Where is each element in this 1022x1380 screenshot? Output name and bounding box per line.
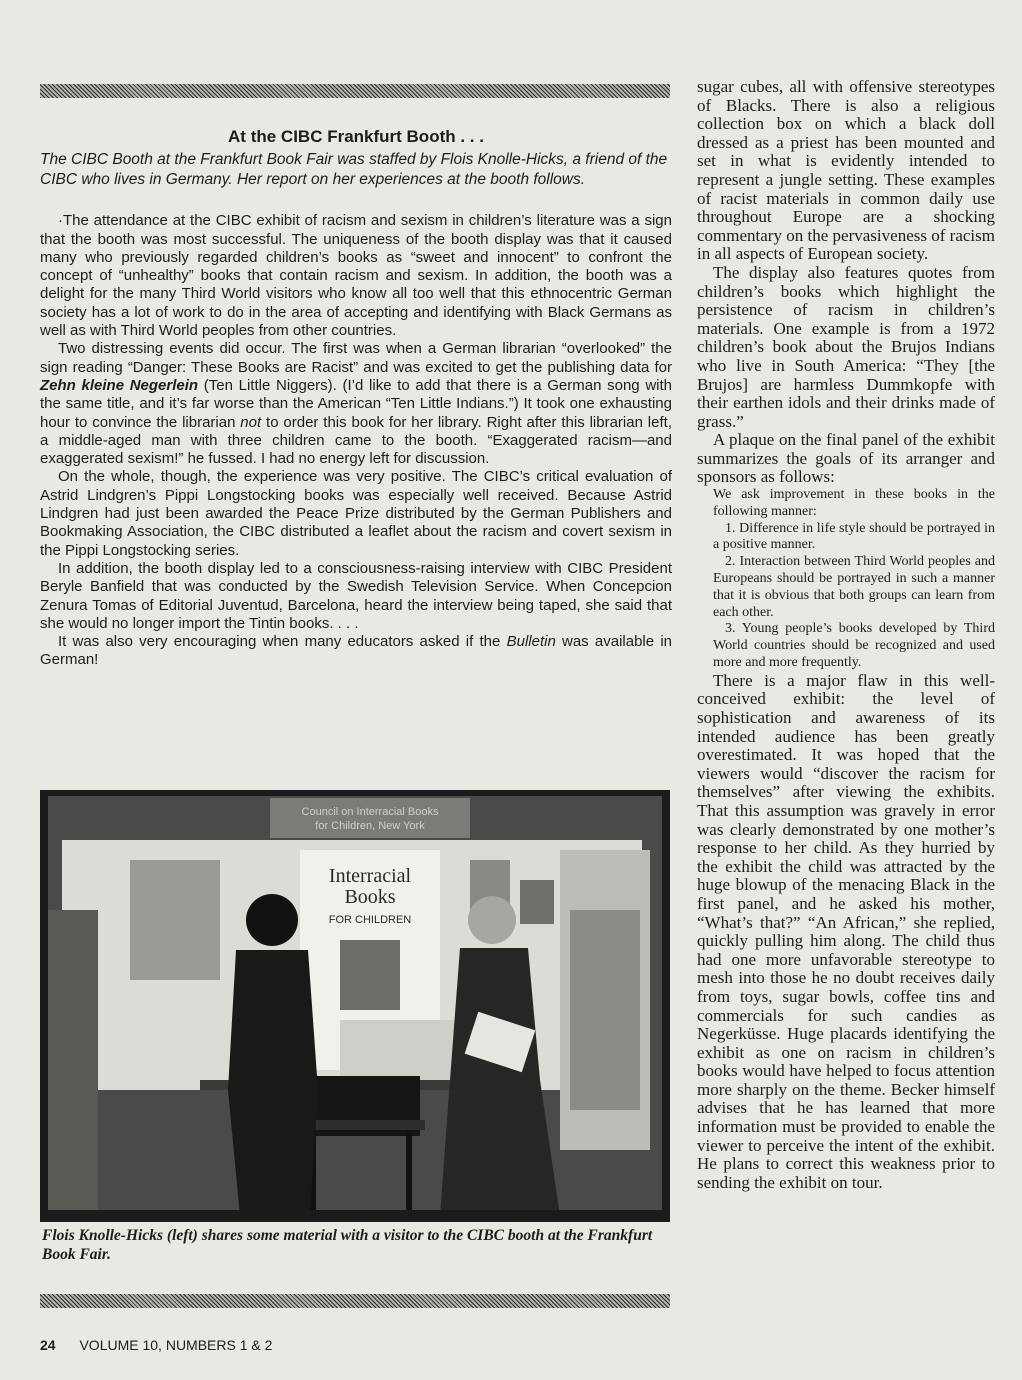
poster-text-line2: Books [344, 886, 396, 908]
sidebar-title: At the CIBC Frankfurt Booth . . . [228, 127, 484, 146]
page-number: 24 [40, 1337, 56, 1353]
photo-caption: Flois Knolle-Hicks (left) shares some material with a visitor to the CIBC booth at the Frankfurt Book Fair. [42, 1227, 653, 1263]
poster-text-line1: Interracial [328, 865, 412, 887]
sidebar-paragraph-3: On the whole, though, the experience was very positive. The CIBC’s critical evaluation of Astrid Lindgren’s Pippi Longstocking books was especially well received. Because Astrid Lindgren had just been awarded the Peace Prize distributed by the German Publishers and Bookmaking Association, the CIBC distributed a leaflet about the racism and covert sexism in the Pippi Longstocking series. [40, 468, 672, 559]
booth-photo [40, 790, 670, 1222]
column-paragraph-3: A plaque on the final panel of the exhibit summarizes the goals of its arranger and sponsors as follows: [697, 430, 995, 487]
right-column [697, 78, 995, 1192]
person-left [228, 950, 318, 1216]
emphasis: not [240, 413, 262, 431]
quote-item-3: 3. Young people’s books developed by Third World countries should be recognized and used more and more frequently. [713, 621, 995, 671]
book-title: Zehn kleine Negerlein [40, 376, 199, 394]
bottom-hatched-rule [40, 1294, 670, 1308]
top-hatched-rule [40, 84, 670, 98]
text-run: It was also very encouraging when many educators asked if the [58, 633, 507, 651]
column-paragraph-4: There is a major flaw in this well-conceived exhibit: the level of sophistication and awareness of its intended audience has been greatly overestimated. It was hoped that the viewers would “discover the racism for themselves” after viewing the exhibits. That this assumption was gravely in error was clearly demonstrated by one mother’s response to her child. As they hurried by the exhibit the child was attracted by the huge blowup of the menacing Black in the first panel, and he asked his mother, “What’s that?” “An African,” she replied, quickly pulling him along. The child thus had one more unfavorable stereotype to mesh into those he no doubt receives daily from toys, sugar bowls, coffee tins and commercials for such candies as Negerküsse. Huge placards identifying the exhibit as one on racism in children’s books would have helped to focus attention more sharply on the theme. Becker himself advises that he has learned that more information must be provided to enable the viewer to perceive the intent of the exhibit. He plans to correct this weakness prior to sending the exhibit on tour. [697, 670, 995, 1192]
person-left-head [246, 894, 298, 946]
text-run: was available in German! [40, 633, 672, 669]
banner-text-line2: for Children, New York [315, 820, 425, 832]
text-run: to order this book for her library. Right after this librarian left, a middle-aged man with three children came to the booth. “Exaggerated racism—and exaggerated sexism!” he fussed. I had no energy left for discussion. [40, 413, 672, 468]
exhibit-panel [130, 860, 220, 980]
column-paragraph-1: sugar cubes, all with offensive stereotypes of Blacks. There is also a religious collection box on which a black doll dressed as a priest has been mounted and set in what is evidently intended to represent a jungle setting. These examples of racist materials in common daily use throughout Europe are a shocking commentary on the pervasiveness of racism in all aspects of European society. [697, 77, 995, 264]
sidebar-box [40, 128, 672, 670]
publication-title: Bulletin [506, 633, 556, 651]
booth-banner [270, 798, 470, 838]
volume-info: VOLUME 10, NUMBERS 1 & 2 [79, 1337, 273, 1353]
sidebar-paragraph-1: ·The attendance at the CIBC exhibit of racism and sexism in children’s literature was a sign that the booth was most successful. The uniqueness of the booth display was that it caused many who previously regarded children’s books as “sweet and innocent” to confront the concept of “unhealthy” books that contain racism and sexism. In addition, the booth was a delight for the many Third World visitors who know all too well that this ethnocentric German society has a lot of work to do in the area of accepting and identifying with Black Germans as well as with Third World peoples from other countries. [40, 212, 672, 340]
sidebar-paragraph-2 [40, 340, 672, 468]
quote-item-1: 1. Difference in life style should be portrayed in a positive manner. [713, 520, 995, 553]
sidebar-paragraph-5 [40, 633, 672, 670]
plaque-quote [713, 487, 995, 672]
quote-item-2: 2. Interaction between Third World peoples and Europeans should be portrayed in such a manner that it is obvious that both groups can learn from each other. [713, 554, 995, 620]
person-right-head [468, 896, 516, 944]
text-run: (Ten Little Niggers). (I’d like to add that there is a German song with the same title, and it’s far worse than the American “Ten Little Indians.”) It took one exhausting hour to convince the librarian [40, 376, 672, 431]
page-footer [40, 1337, 272, 1353]
quote-intro: We ask improvement in these books in the following manner: [713, 487, 995, 519]
column-paragraph-2: The display also features quotes from children’s books which highlight the persistence of racism in children’s materials. One example is from a 1972 children’s book about the Brujos Indians who live in South America: “They [the Brujos] are harmless Dummkopfe with their earthen idols and their drinks made of grass.” [697, 262, 995, 431]
text-run: Two distressing events did occur. The first was when a German librarian “overlooked” the sign reading “Danger: These Books are Racist” and was excited to get the publishing data for [40, 340, 672, 376]
sidebar-paragraph-4: In addition, the booth display led to a consciousness-raising interview with CIBC President Beryle Banfield that was conducted by the Swedish Television Service. When Concepcion Zenura Tomas of Editorial Juventud, Barcelona, heard the interview being taped, she said that she would no longer import the Tintin books. . . . [40, 559, 672, 632]
banner-text-line1: Council on Interracial Books [301, 806, 439, 818]
sidebar-intro: The CIBC Booth at the Frankfurt Book Fair was staffed by Flois Knolle-Hicks, a friend of the CIBC who lives in Germany. Her report on her experiences at the booth follows. [40, 151, 668, 189]
poster-text-line3: FOR CHILDREN [328, 914, 412, 926]
